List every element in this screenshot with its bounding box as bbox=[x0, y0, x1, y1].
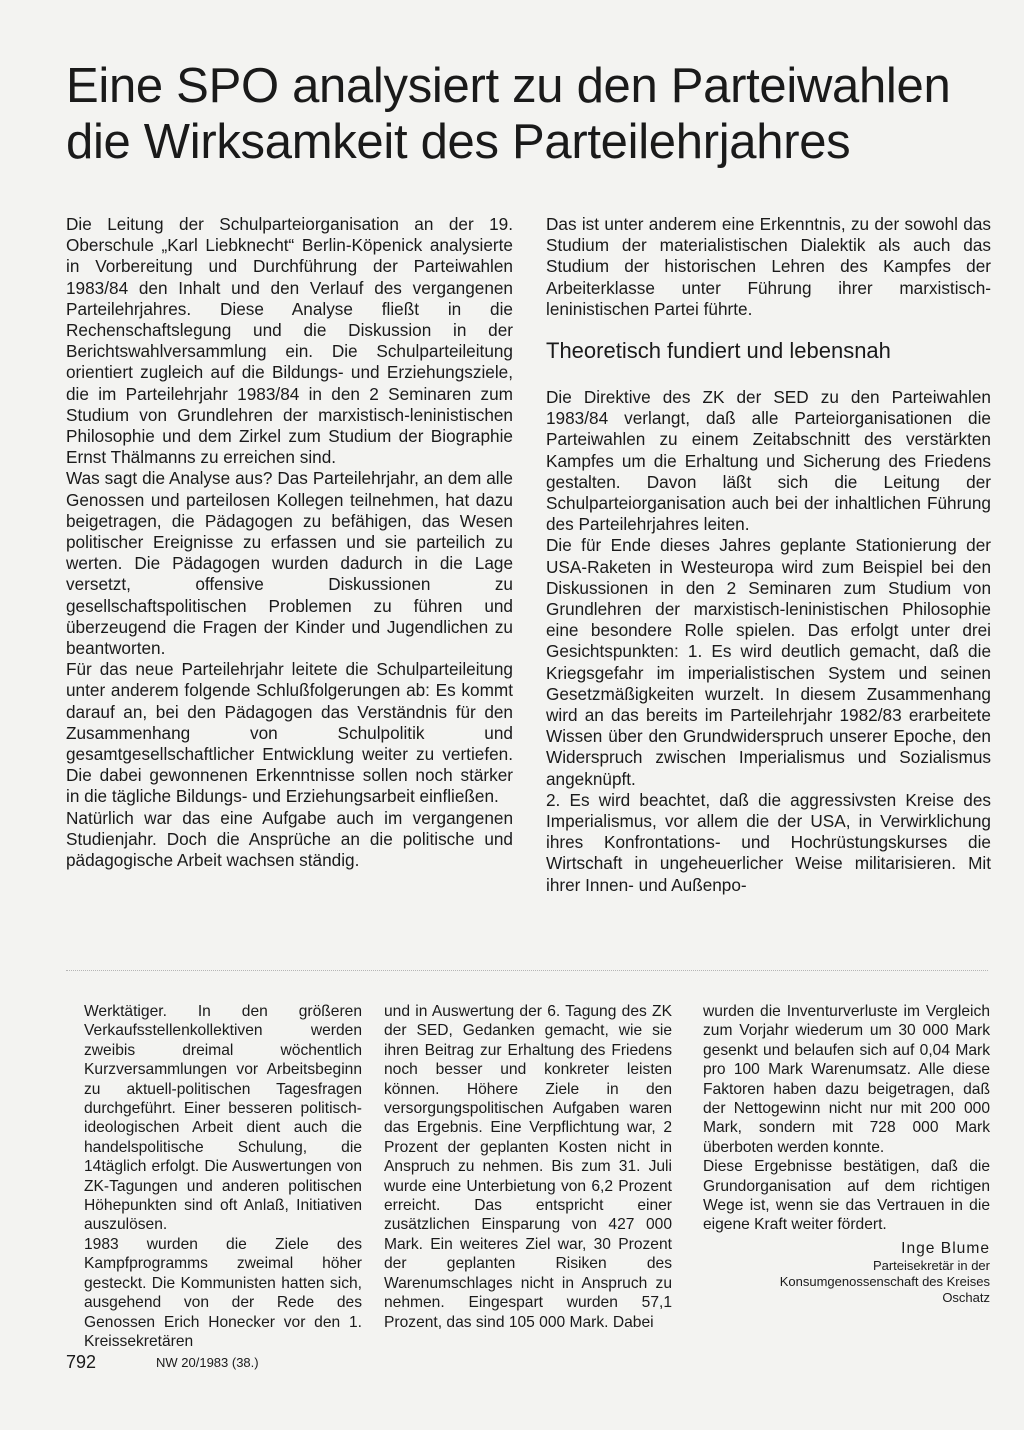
paragraph: 1983 wurden die Ziele des Kampfprogramms zweimal höher gesteckt. Die Kommunisten hatten sich, ausgehend von der Rede des Genossen Erich Honecker vor den 1. Kreissekretären bbox=[84, 1235, 362, 1350]
paragraph: wurden die Inventurverluste im Vergleich zum Vorjahr wiederum um 30 000 Mark gesenkt und belaufen sich auf 0,04 Mark pro 100 Mark Warenumsatz. Alle diese Faktoren haben dazu beigetragen, daß der Nettogewinn nicht nur mit 200 000 Mark, sondern mit 728 000 Mark überboten werden konnte. bbox=[703, 1003, 990, 1156]
title-line-1: Eine SPO analysiert zu den Parteiwahlen bbox=[66, 59, 951, 113]
author-role-line: Konsumgenossenschaft des Kreises bbox=[779, 1274, 990, 1290]
paragraph: Die Leitung der Schulparteiorganisation an der 19. Oberschule „Karl Liebknecht“ Berlin-Köpenick analysierte in Vorbereitung und Durchführung der Parteiwahlen 1983/84 den Inhalt und den Verlauf des vergangenen Parteilehrjahres. Diese Analyse fließt in die Rechenschaftslegung und die Diskussion in der Berichtswahlversammlung ein. Die Schulparteileitung orientiert zugleich auf die Bildungs- und Erziehungsziele, die im Parteilehrjahr 1983/84 in den 2 Seminaren zum Studium von Grundlehren der marxistisch-leninistischen Philosophie und dem Zirkel zum Studium der Biographie Ernst Thälmanns zu erreichen sind. bbox=[66, 214, 513, 468]
author-role-line: Oschatz bbox=[942, 1290, 990, 1306]
section-subheading: Theoretisch fundiert und lebensnah bbox=[546, 338, 891, 364]
author-name: Inge Blume bbox=[901, 1239, 990, 1257]
paragraph: Diese Ergebnisse bestätigen, daß die Grundorganisation auf dem richtigen Wege ist, wenn sie das Vertrauen in die eigene Kraft weiter fördert. bbox=[703, 1158, 990, 1234]
author-role-line: Parteisekretär in der bbox=[872, 1258, 990, 1274]
paragraph: Das ist unter anderem eine Erkenntnis, zu der sowohl das Studium der materialistischen Dialektik als auch das Studium der historischen Lehren des Kampfes der Arbeiterklasse unter Führung ihrer marxistisch-leninistischen Partei führte. bbox=[546, 214, 991, 319]
paragraph: Für das neue Parteilehrjahr leitete die Schulparteileitung unter anderem folgende Schlußfolgerungen ab: Es kommt darauf an, bei den Pädagogen das Verständnis für den Zusammenhang von Schulpolitik und gesamtgesellschaftlicher Entwicklung weiter zu vertiefen. Die dabei gewonnenen Erkenntnisse sollen noch stärker in die tägliche Bildungs- und Erziehungsarbeit einfließen. bbox=[66, 659, 513, 807]
author-signature bbox=[703, 1239, 990, 1306]
lower-column-1 bbox=[84, 1002, 362, 1351]
upper-right-column bbox=[546, 214, 991, 896]
paragraph: Die Direktive des ZK der SED zu den Parteiwahlen 1983/84 verlangt, daß alle Parteiorganisationen die Parteiwahlen zu einem Zeitabschnitt des verstärkten Kampfes um die Erhaltung und Sicherung des Friedens gestalten. Davon läßt sich die Leitung der Schulparteiorganisation auch bei der inhaltlichen Führung des Parteilehrjahres leiten. bbox=[546, 387, 991, 535]
paragraph: Werktätiger. In den größeren Verkaufsstellenkollektiven werden zweibis dreimal wöchentlich Kurzversammlungen vor Arbeitsbeginn zu aktuell-politischen Tagesfragen durchgeführt. Einer besseren politisch-ideologischen Arbeit dient auch die handelspolitische Schulung, die 14täglich erfolgt. Die Auswertungen von ZK-Tagungen und anderen politischen Höhepunkten sind oft Anlaß, Initiativen auszulösen. bbox=[84, 1003, 362, 1234]
paragraph: Was sagt die Analyse aus? Das Parteilehrjahr, an dem alle Genossen und parteilosen Kollegen teilnehmen, hat dazu beigetragen, die Pädagogen zu befähigen, das Wesen politischer Ereignisse zu erfassen und sie parteilich zu werten. Die Pädagogen wurden dadurch in die Lage versetzt, offensive Diskussionen zu gesellschaftspolitischen Problemen zu führen und überzeugend die Fragen der Kinder und Jugendlichen zu beantworten. bbox=[66, 468, 513, 659]
lower-column-3 bbox=[703, 1002, 990, 1306]
paragraph: Natürlich war das eine Aufgabe auch im vergangenen Studienjahr. Doch die Ansprüche an die politische und pädagogische Arbeit wachsen ständig. bbox=[66, 807, 513, 871]
lower-column-2 bbox=[384, 1002, 672, 1332]
page-footer bbox=[66, 1352, 466, 1376]
title-line-2: die Wirksamkeit des Parteilehrjahres bbox=[66, 115, 851, 169]
article-title bbox=[66, 58, 966, 170]
upper-left-column bbox=[66, 214, 513, 871]
issue-reference: NW 20/1983 (38.) bbox=[156, 1355, 259, 1370]
paragraph: 2. Es wird beachtet, daß die aggressivsten Kreise des Imperialismus, vor allem die der USA, in Verwirklichung ihres Konfrontations- und Hochrüstungskurses die Wirtschaft in ungeheuerlicher Weise militarisieren. Mit ihrer Innen- und Außenpo- bbox=[546, 789, 991, 895]
section-divider bbox=[66, 970, 988, 972]
paragraph: Die für Ende dieses Jahres geplante Stationierung der USA-Raketen in Westeuropa wird zum Beispiel bei den Diskussionen in den 2 Seminaren zum Studium von Grundlehren der marxistisch-leninistischen Philosophie eine besondere Rolle spielen. Das erfolgt unter drei Gesichtspunkten: 1. Es wird deutlich gemacht, daß die Kriegsgefahr im imperialistischen System und seinen Gesetzmäßigkeiten wurzelt. In diesem Zusammenhang wird an das bereits im Parteilehrjahr 1982/83 erarbeitete Wissen über den Grundwiderspruch unserer Epoche, den Widerspruch zwischen Imperialismus und Sozialismus angeknüpft. bbox=[546, 535, 991, 789]
paragraph: und in Auswertung der 6. Tagung des ZK der SED, Gedanken gemacht, wie sie ihren Beitrag zur Erhaltung des Friedens noch besser und konkreter leisten können. Höhere Ziele in den versorgungspolitischen Aufgaben waren das Ergebnis. Eine Verpflichtung war, 2 Prozent der geplanten Kosten nicht in Anspruch zu nehmen. Bis zum 31. Juli wurde eine Unterbietung von 6,2 Prozent erreicht. Das entspricht einer zusätzlichen Einsparung von 427 000 Mark. Ein weiteres Ziel war, 30 Prozent der geplanten Risiken des Warenumschlages nicht in Anspruch zu nehmen. Eingespart wurden 57,1 Prozent, das sind 105 000 Mark. Dabei bbox=[384, 1003, 672, 1331]
page-number: 792 bbox=[66, 1352, 97, 1372]
